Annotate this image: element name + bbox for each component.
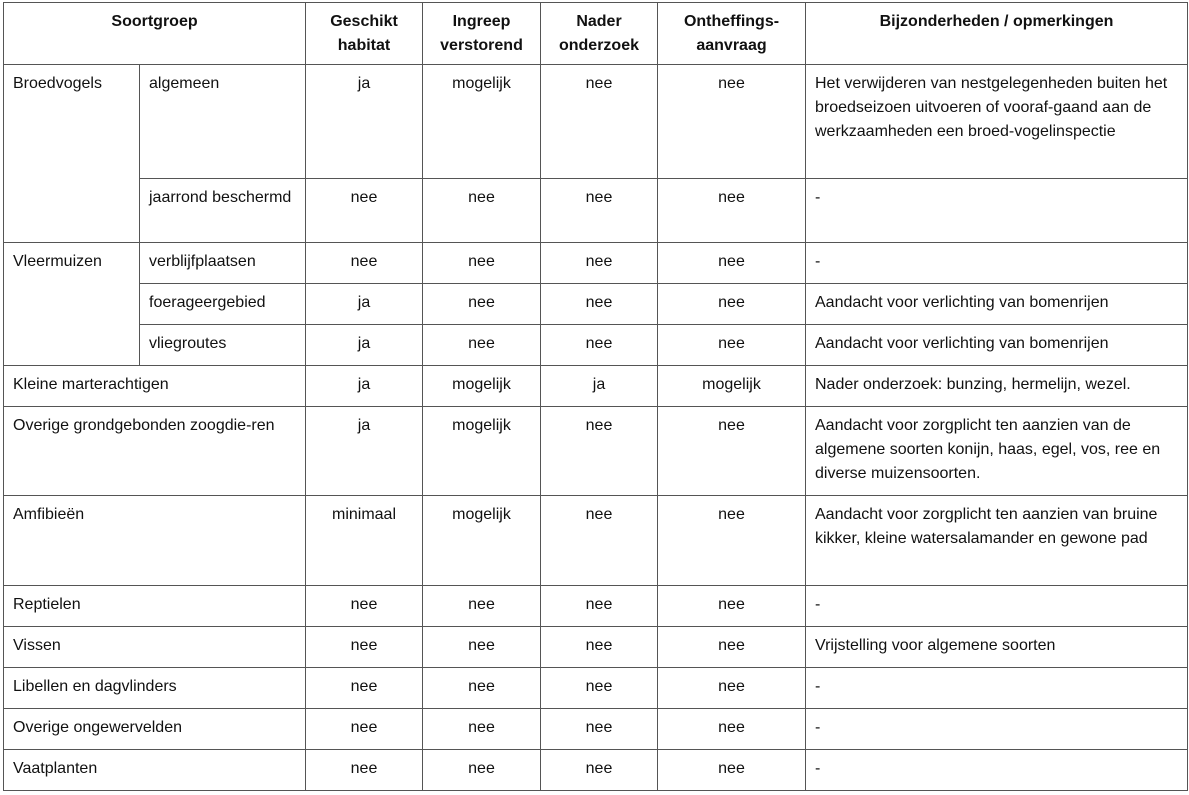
ingreep-cell: nee [423,627,541,668]
subgroup-cell: algemeen [140,65,306,179]
table-row [4,407,1188,496]
habitat-cell: nee [306,179,423,243]
habitat-cell: nee [306,243,423,284]
onderzoek-cell: nee [541,179,658,243]
header-row [4,3,1188,65]
group-cell: Overige ongewervelden [4,709,306,750]
note-cell: Het verwijderen van nestgelegenheden buiten het broedseizoen uitvoeren of vooraf-gaand aan de werkzaamheden een broed-vogelinspectie [806,65,1188,179]
habitat-cell: ja [306,366,423,407]
ontheffing-cell: nee [658,586,806,627]
ingreep-cell: mogelijk [423,366,541,407]
ontheffing-cell: nee [658,243,806,284]
note-cell: Aandacht voor zorgplicht ten aanzien van bruine kikker, kleine watersalamander en gewone pad [806,496,1188,586]
subgroup-cell: foerageergebied [140,284,306,325]
group-cell: Vaatplanten [4,750,306,791]
header-soortgroep: Soortgroep [4,3,306,65]
ingreep-cell: nee [423,325,541,366]
subgroup-cell: verblijfplaatsen [140,243,306,284]
table-row [4,284,1188,325]
ontheffing-cell: nee [658,284,806,325]
ingreep-cell: mogelijk [423,65,541,179]
ontheffing-cell: nee [658,709,806,750]
group-cell: Amfibieën [4,496,306,586]
habitat-cell: nee [306,750,423,791]
table-row [4,325,1188,366]
onderzoek-cell: nee [541,627,658,668]
habitat-cell: ja [306,284,423,325]
table-row [4,366,1188,407]
onderzoek-cell: nee [541,668,658,709]
header-bijzonderheden: Bijzonderheden / opmerkingen [806,3,1188,65]
species-table [3,2,1188,791]
note-cell: Vrijstelling voor algemene soorten [806,627,1188,668]
ontheffing-cell: nee [658,179,806,243]
group-cell: Overige grondgebonden zoogdie-ren [4,407,306,496]
habitat-cell: ja [306,325,423,366]
onderzoek-cell: ja [541,366,658,407]
table-row [4,243,1188,284]
habitat-cell: nee [306,668,423,709]
group-cell: Vissen [4,627,306,668]
onderzoek-cell: nee [541,243,658,284]
onderzoek-cell: nee [541,65,658,179]
ingreep-cell: nee [423,586,541,627]
table-row [4,627,1188,668]
note-cell: Aandacht voor verlichting van bomenrijen [806,284,1188,325]
note-cell: - [806,709,1188,750]
ontheffing-cell: nee [658,668,806,709]
onderzoek-cell: nee [541,586,658,627]
note-cell: - [806,668,1188,709]
header-habitat: Geschikt habitat [306,3,423,65]
note-cell: Aandacht voor zorgplicht ten aanzien van de algemene soorten konijn, haas, egel, vos, ree en diverse muizensoorten. [806,407,1188,496]
note-cell: - [806,179,1188,243]
ontheffing-cell: nee [658,496,806,586]
habitat-cell: nee [306,709,423,750]
table-row [4,668,1188,709]
habitat-cell: minimaal [306,496,423,586]
header-ontheffing: Ontheffings-aanvraag [658,3,806,65]
ontheffing-cell: nee [658,407,806,496]
subgroup-cell: jaarrond beschermd [140,179,306,243]
group-broedvogels: Broedvogels [4,65,140,243]
ingreep-cell: mogelijk [423,496,541,586]
ingreep-cell: nee [423,750,541,791]
subgroup-cell: vliegroutes [140,325,306,366]
table-row [4,586,1188,627]
ontheffing-cell: nee [658,750,806,791]
group-cell: Reptielen [4,586,306,627]
note-cell: Nader onderzoek: bunzing, hermelijn, wezel. [806,366,1188,407]
habitat-cell: ja [306,407,423,496]
table-row [4,65,1188,179]
table-row [4,179,1188,243]
note-cell: Aandacht voor verlichting van bomenrijen [806,325,1188,366]
header-onderzoek: Nader onderzoek [541,3,658,65]
habitat-cell: ja [306,65,423,179]
ontheffing-cell: nee [658,325,806,366]
ontheffing-cell: nee [658,65,806,179]
ontheffing-cell: nee [658,627,806,668]
onderzoek-cell: nee [541,325,658,366]
header-ingreep: Ingreep verstorend [423,3,541,65]
habitat-cell: nee [306,586,423,627]
onderzoek-cell: nee [541,496,658,586]
habitat-cell: nee [306,627,423,668]
onderzoek-cell: nee [541,750,658,791]
note-cell: - [806,243,1188,284]
table-row [4,750,1188,791]
ingreep-cell: nee [423,709,541,750]
group-cell: Kleine marterachtigen [4,366,306,407]
onderzoek-cell: nee [541,284,658,325]
onderzoek-cell: nee [541,407,658,496]
ontheffing-cell: mogelijk [658,366,806,407]
note-cell: - [806,586,1188,627]
ingreep-cell: nee [423,243,541,284]
ingreep-cell: nee [423,284,541,325]
onderzoek-cell: nee [541,709,658,750]
table-row [4,709,1188,750]
group-cell: Libellen en dagvlinders [4,668,306,709]
ingreep-cell: mogelijk [423,407,541,496]
group-vleermuizen: Vleermuizen [4,243,140,366]
ingreep-cell: nee [423,668,541,709]
table-row [4,496,1188,586]
ingreep-cell: nee [423,179,541,243]
note-cell: - [806,750,1188,791]
